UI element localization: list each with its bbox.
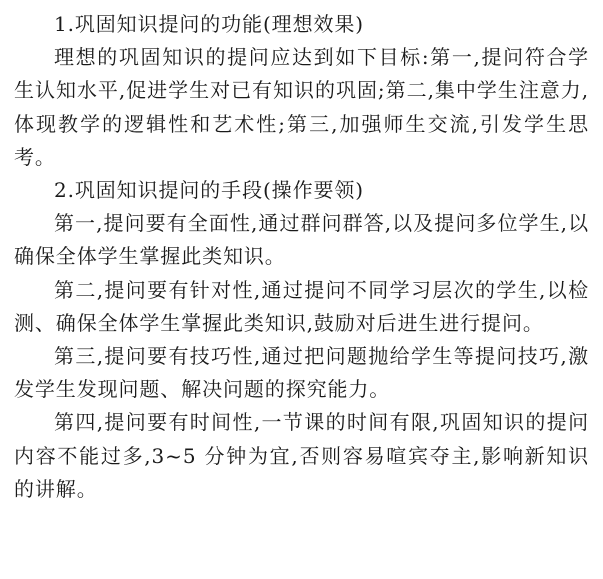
- point-1-paragraph: 第一,提问要有全面性,通过群问群答,以及提问多位学生,以确保全体学生掌握此类知识。: [14, 211, 589, 269]
- point-2-paragraph: 第二,提问要有针对性,通过提问不同学习层次的学生,以检测、确保全体学生掌握此类知识,鼓励对后进生进行提问。: [14, 277, 589, 335]
- section-1-body: 理想的巩固知识的提问应达到如下目标:第一,提问符合学生认知水平,促进学生对已有知识的巩固;第二,集中学生注意力,体现教学的逻辑性和艺术性;第三,加强师生交流,引发学生思考。: [14, 45, 589, 169]
- section-1-heading: 1.巩固知识提问的功能(理想效果): [54, 12, 364, 36]
- point-4-paragraph: 第四,提问要有时间性,一节课的时间有限,巩固知识的提问内容不能过多,3~5 分钟为宜,否则容易喧宾夺主,影响新知识的讲解。: [14, 410, 589, 501]
- point-3-paragraph: 第三,提问要有技巧性,通过把问题抛给学生等提问技巧,激发学生发现问题、解决问题的探究能力。: [14, 344, 589, 402]
- section-2-heading: 2.巩固知识提问的手段(操作要领): [54, 178, 364, 203]
